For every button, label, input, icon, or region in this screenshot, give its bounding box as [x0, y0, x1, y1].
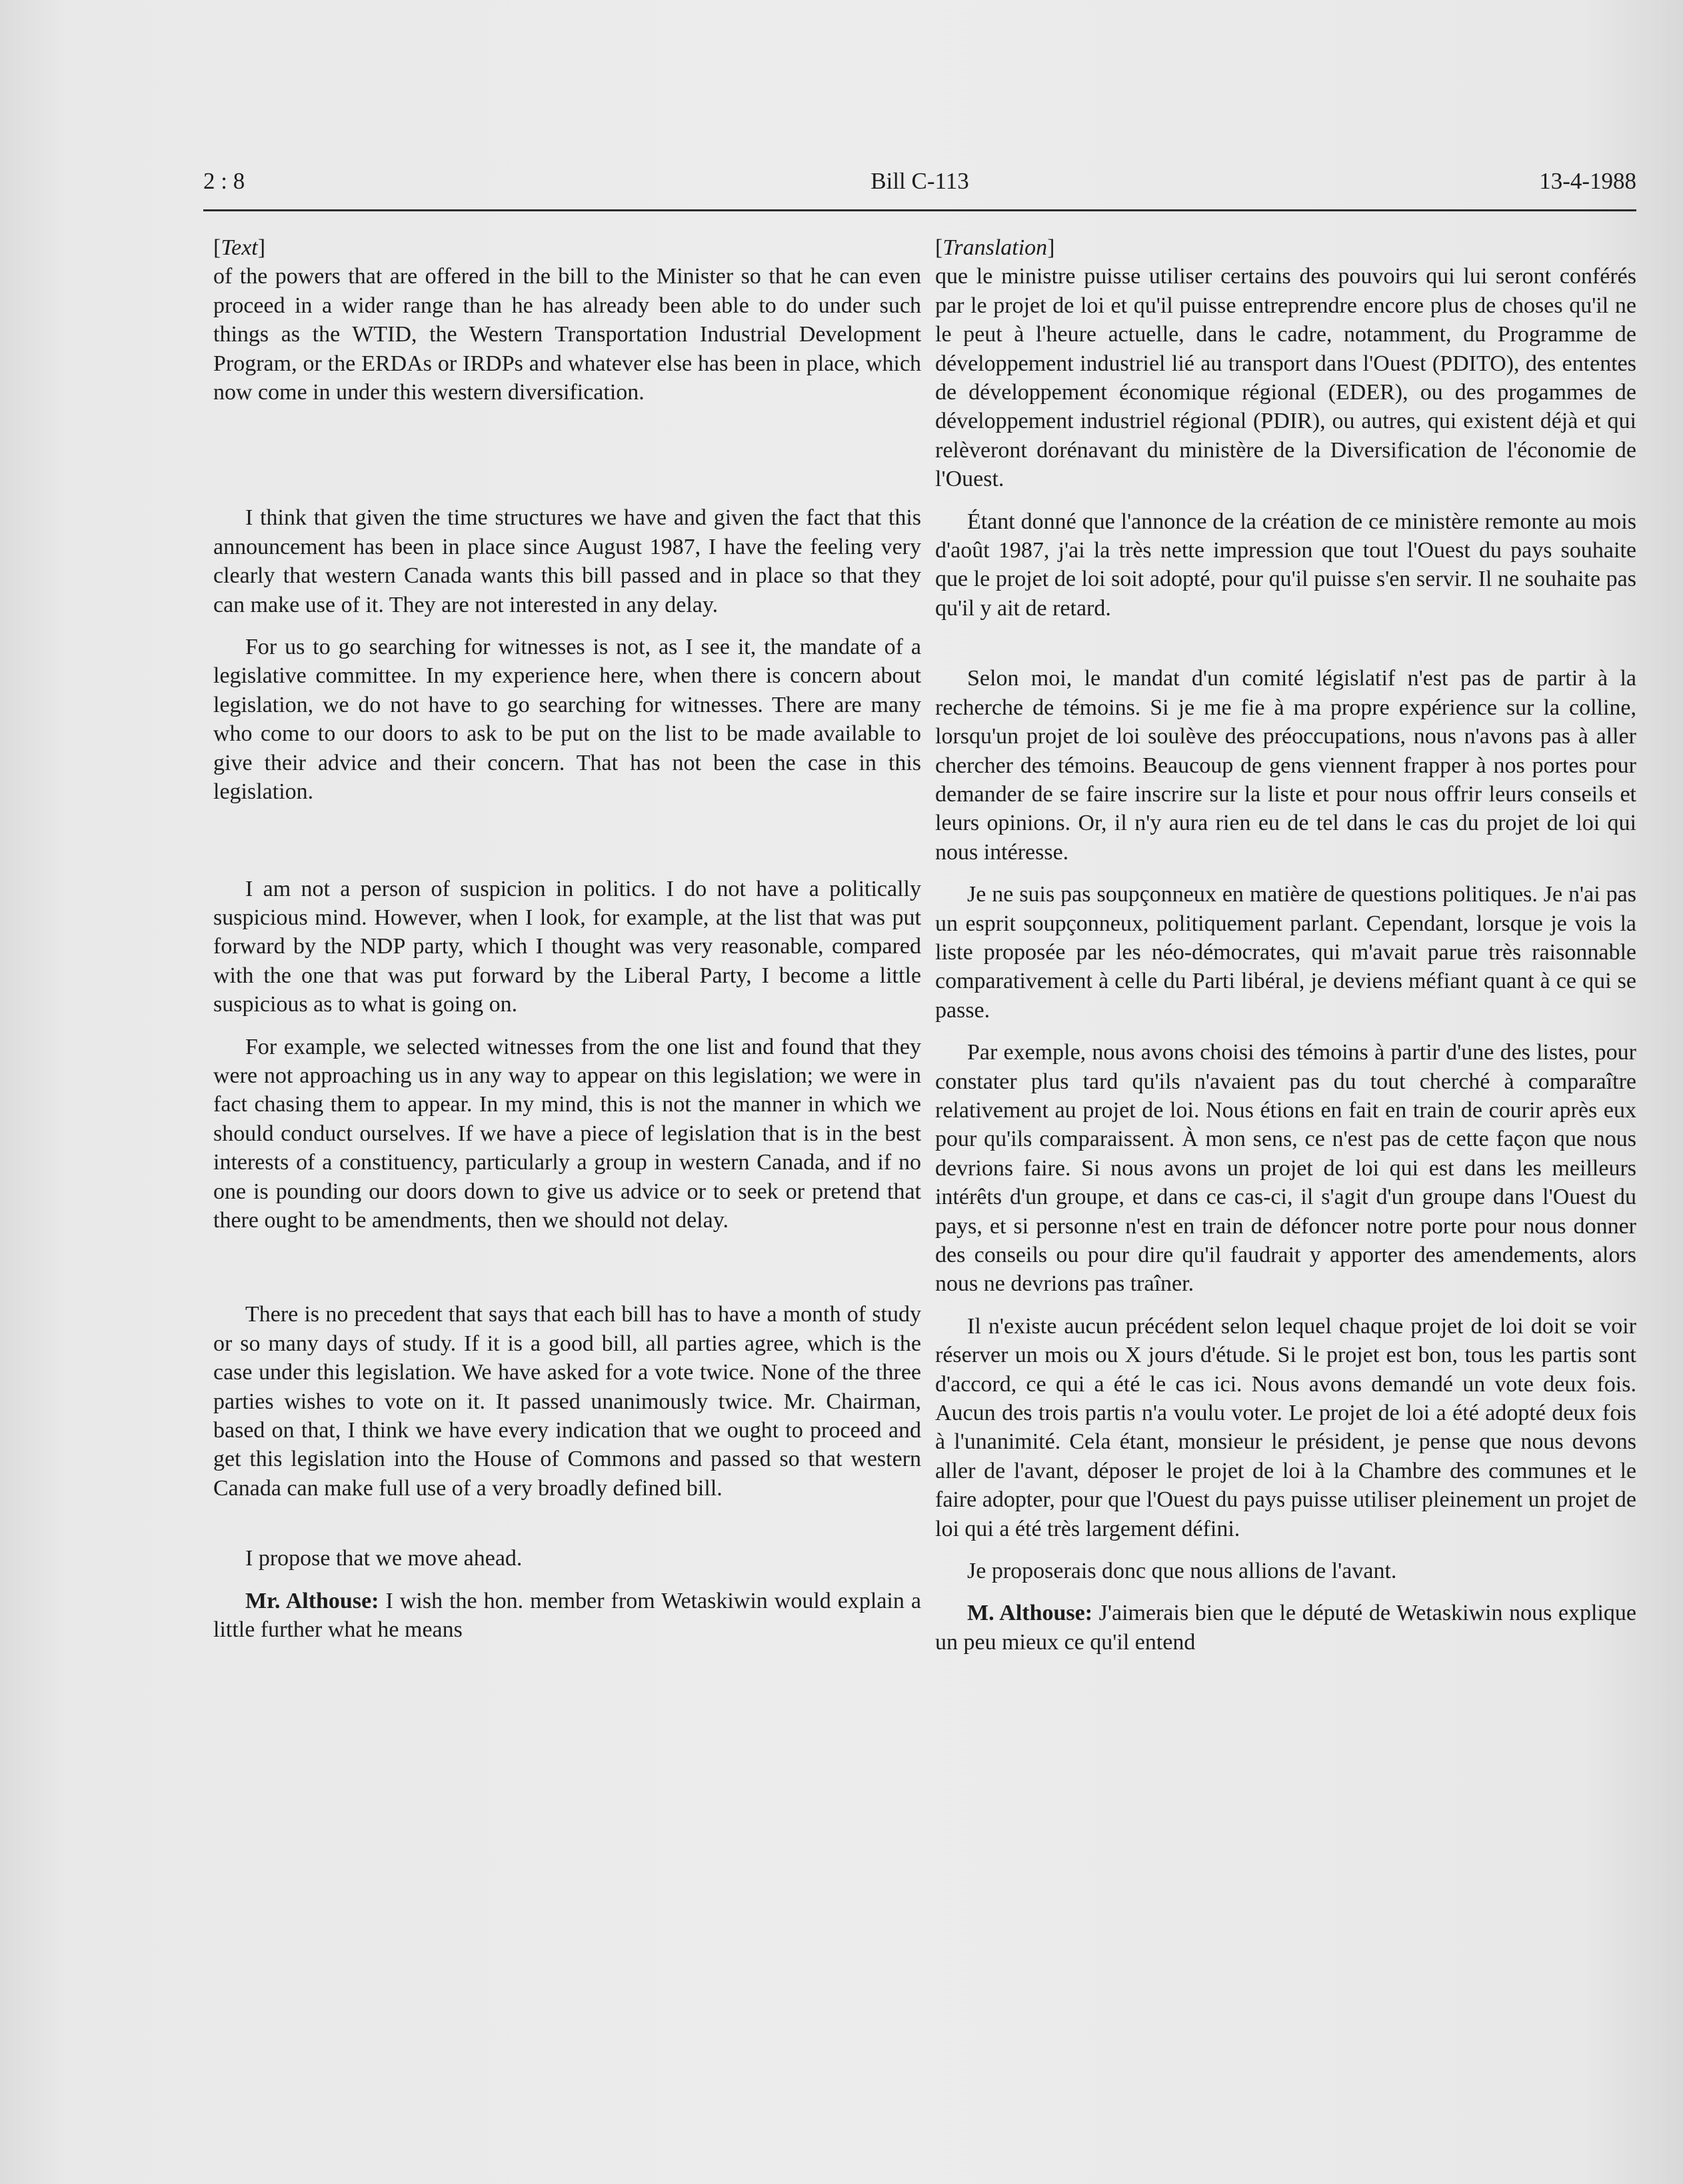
paragraph: Par exemple, nous avons choisi des témoins à partir d'une des listes, pour constater plus tard qu'ils n'avaient pas du tout cherché à comparaître relativement au projet de loi. Nous étions en fait en train de courir après eux pour qu'ils comparaissent. À mon sens, ce n'est pas de cette façon que nous devrions faire. Si nous avons un projet de loi qui est dans les meilleurs intérêts d'un groupe, et dans ce cas-ci, il s'agit d'un groupe dans l'Ouest du pays, et si personne n'est en train de défoncer notre porte pour nous donner des conseils ou pour dire qu'il faudrait y apporter des amendements, alors nous ne devrions pas traîner.: [935, 1040, 1636, 1297]
paragraph: Il n'existe aucun précédent selon lequel chaque projet de loi doit se voir réserver un mois ou X jours d'étude. Si le projet est bon, tous les partis sont d'accord, ce qui a été le cas ici. Nous avons demandé un vote deux fois. Aucun des trois partis n'a voulu voter. Le projet de loi a été adopté deux fois à l'unanimité. Cela étant, monsieur le président, je pense que nous devons aller de l'avant, déposer le projet de loi à la Chambre des communes et le faire adopter, pour que l'Ouest du pays puisse utiliser pleinement un projet de loi qui a été très largement défini.: [935, 1313, 1636, 1541]
text-marker: [Text]: [213, 235, 266, 260]
paragraph: Je ne suis pas soupçonneux en matière de questions politiques. Je n'ai pas un esprit soupçonneux, politiquement parlant. Cependant, lorsque je vois la liste proposée par les néo-démocrates, qui m'avait parue très raisonnable comparativement à celle du Parti libéral, je deviens méfiant quant à ce qui se passe.: [935, 882, 1636, 1023]
paragraph: que le ministre puisse utiliser certains des pouvoirs qui lui seront conférés par le projet de loi et qu'il puisse entreprendre encore plus de choses qu'il ne le peut à l'heure actuelle, dans le cadre, notamment, du Programme de développement industriel lié au transport dans l'Ouest (PDITO), des ententes de développement économique régional (EDER), ou des progammes de développement industriel régional (PDIR), ou autres, qui existent déjà et qui relèveront dorénavant du ministère de la Diversification de l'économie de l'Ouest.: [935, 264, 1636, 492]
english-column: [213, 233, 921, 1644]
speaker-text: I wish the hon. member from Wetaskiwin would explain a little further what he means: [213, 1588, 921, 1643]
paragraph: I think that given the time structures we have and given the fact that this announcement has been in place since August 1987, I have the feeling very clearly that western Canada wants this bill passed and in place so that they can make use of it. They are not interested in any delay.: [213, 505, 921, 617]
document-date: 13-4-1988: [1539, 168, 1636, 194]
paragraph: Je proposerais donc que nous allions de l'avant.: [967, 1559, 1397, 1584]
speaker-name: Mr. Althouse:: [245, 1588, 379, 1613]
paragraph: Selon moi, le mandat d'un comité législatif n'est pas de partir à la recherche de témoins. Si je me fie à ma propre expérience sur la colline, lorsqu'un projet de loi soulève des préoccupations, nous n'avons pas à aller chercher des témoins. Beaucoup de gens viennent frapper à nos portes pour demander de se faire inscrire sur la liste et pour nous offrir leurs conseils et leurs opinions. Or, il n'y aura rien eu de tel dans le cas du projet de loi qui nous intéresse.: [935, 666, 1636, 865]
paragraph: Étant donné que l'annonce de la création de ce ministère remonte au mois d'août 1987, j'ai la très nette impression que tout l'Ouest du pays souhaite que le projet de loi soit adopté, pour qu'il puisse s'en servir. Il ne souhaite pas qu'il y ait de retard.: [935, 509, 1636, 621]
page-number: 2 : 8: [203, 168, 245, 194]
speaker-text: J'aimerais bien que le député de Wetaskiwin nous explique un peu mieux ce qu'il entend: [935, 1601, 1636, 1655]
paragraph: of the powers that are offered in the bill to the Minister so that he can even proceed in a wider range than he has already been able to do under such things as the WTID, the Western Transportation Industrial Development Program, or the ERDAs or IRDPs and whatever else has been in place, which now come in under this western diversification.: [213, 264, 921, 405]
paragraph: For us to go searching for witnesses is not, as I see it, the mandate of a legislative committee. In my experience here, when there is concern about legislation, we do not have to go searching for witnesses. There are many who come to our doors to ask to be put on the list to be made available to give their advice and their concern. That has not been the case in this legislation.: [213, 635, 921, 805]
document-title: Bill C-113: [870, 168, 969, 194]
paragraph: There is no precedent that says that each bill has to have a month of study or so many days of study. If it is a good bill, all parties agree, which is the case under this legislation. We have asked for a vote twice. None of the three parties wishes to vote on it. It passed unanimously twice. Mr. Chairman, based on that, I think we have every indication that we ought to proceed and get this legislation into the House of Commons and passed so that western Canada can make full use of a very broadly defined bill.: [213, 1302, 921, 1501]
speaker-name: M. Althouse:: [967, 1601, 1093, 1626]
speaker-paragraph: [935, 1599, 1636, 1657]
translation-marker: [Translation]: [935, 235, 1055, 260]
french-column: [935, 233, 1636, 1657]
paragraph: I propose that we move ahead.: [245, 1546, 523, 1571]
paragraph: I am not a person of suspicion in politics. I do not have a politically suspicious mind. However, when I look, for example, at the list that was put forward by the NDP party, which I thought was very reasonable, compared with the one that was put forward by the Liberal Party, I become a little suspicious as to what is going on.: [213, 876, 921, 1017]
speaker-paragraph: [213, 1587, 921, 1645]
page-header: [203, 168, 1636, 208]
paragraph: For example, we selected witnesses from the one list and found that they were not approaching us in any way to appear on this legislation; we were in fact chasing them to appear. In my mind, this is not the manner in which we should conduct ourselves. If we have a piece of legislation that is in the best interests of a constituency, particularly a group in western Canada, and if no one is pounding our doors down to give us advice or to seek or pretend that there ought to be amendments, then we should not delay.: [213, 1034, 921, 1233]
header-rule: [203, 209, 1636, 211]
